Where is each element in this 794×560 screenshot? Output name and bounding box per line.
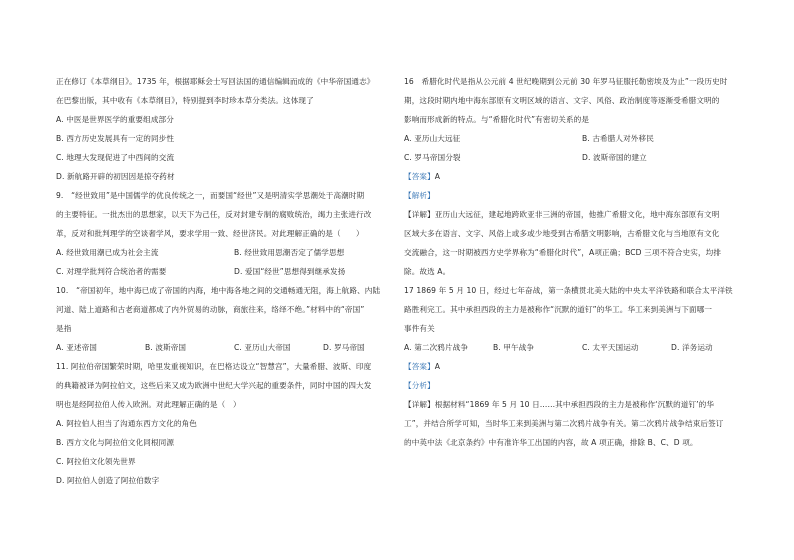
q16-detail-line: 区域大多在语言、文字、风俗上或多或少地受到古希腊文明影响，古希腊文化与当地原有文化 [404, 229, 720, 238]
q17-analysis [404, 376, 760, 395]
q17-stem-line: 17 1869 年 5 月 10 日，经过七年奋战，第一条横贯北美大陆的中央太平洋铁路和联合太平洋铁 [404, 286, 733, 295]
q8-option-d: D. 新航路开辟的初因因是掠夺药材 [56, 172, 175, 181]
q10-option-d: D. 罗马帝国 [323, 343, 365, 352]
q17-detail-line: 的中英中法《北京条约》中有准许华工出国的内容，故 A 项正确，排除 B、C、D 项。 [404, 438, 698, 447]
q17-option-d: D. 洋务运动 [671, 343, 713, 352]
q11-stem-line: 11. 阿拉伯帝国繁荣时期，哈里发重视知识，在巴格达设立“智慧宫”，大量希腊、波斯、印度 [56, 362, 372, 371]
left-column [56, 72, 412, 490]
q17-option-c: C. 太平天国运动 [582, 343, 639, 352]
analysis-tag: 【分析】 [404, 381, 435, 390]
q11-option-a: A. 阿拉伯人担当了沟通东西方文化的角色 [56, 419, 197, 428]
q16-answer [404, 167, 760, 186]
q10-option-a: A. 亚述帝国 [56, 343, 97, 352]
answer-value: A [434, 172, 441, 181]
q16-options-row [404, 148, 760, 167]
q8-stem-line: 正在修订《本草纲目》。1735 年，根据耶稣会士写回法国的通信编辑而成的《中华帝国通志》 [56, 77, 375, 86]
q16-option-a: A. 亚历山大远征 [404, 134, 461, 143]
q17-detail-line: 工”，并结合所学可知，当时华工来到美洲与第二次鸦片战争有关。第二次鸦片战争结束后签订 [404, 419, 724, 428]
q11-option-b: B. 西方文化与阿拉伯文化同根同源 [56, 438, 175, 447]
q17-detail-line [404, 395, 760, 414]
analysis-tag: 【解析】 [404, 191, 435, 200]
q16-option-d: D. 波斯帝国的建立 [582, 153, 647, 162]
q11-option-d: D. 阿拉伯人创造了阿拉伯数字 [56, 476, 160, 485]
answer-value: A [434, 362, 441, 371]
q16-option-b: B. 古希腊人对外移民 [582, 134, 654, 143]
q9-stem-line: 的主要特征。一批杰出的思想家，以天下为己任，反对封建专制的腐败统治，竭力主张进行改 [56, 210, 372, 219]
q16-stem-line: 影响而形成新的特点。与“希腊化时代”有密切关系的是 [404, 115, 590, 124]
q10-options-row [56, 338, 412, 357]
q16-stem-line: 16 希腊化时代是指从公元前 4 世纪晚期到公元前 30 年罗马征服托勒密埃及为止”一段历史时 [404, 77, 728, 86]
q9-option-b: B. 经世致用思潮否定了儒学思想 [234, 248, 345, 257]
answer-tag: 【答案】 [404, 362, 435, 371]
detail-text: 根据材料“1869 年 5 月 10 日……其中承担西段的主力是被称作‘沉默的道钉’的华 [434, 400, 715, 409]
q10-option-b: B. 波斯帝国 [145, 343, 187, 352]
q11-stem-line: 的典籍被译为阿拉伯文，这些后来又成为欧洲中世纪大学兴起的重要条件，同时中国的四大发 [56, 381, 372, 390]
q8-option-a: A. 中医是世界医学的重要组成部分 [56, 115, 174, 124]
q9-option-a: A. 经世致用潮已成为社会主流 [56, 248, 159, 257]
q9-option-d: D. 爱国“经世”思想得到继承发扬 [234, 267, 346, 276]
q16-detail-line [404, 205, 760, 224]
q17-stem-line: 路胜利完工。其中承担西段的主力是被称作“沉默的道钉”的华工。华工来到美洲与下面哪一 [404, 305, 713, 314]
q16-options-row [404, 129, 760, 148]
q17-options-row [404, 338, 760, 357]
q10-stem-line: 10. “帝国初年，地中海已成了帝国的内海，地中海各地之间的交通畅通无阻，海上航路、内陆 [56, 286, 381, 295]
q16-stem-line: 期，这段时期内地中海东部原有文明区域的语言、文字、风俗、政治制度等逐渐受希腊文明的 [404, 96, 720, 105]
q8-option-b: B. 西方历史发展具有一定的同步性 [56, 134, 175, 143]
q9-stem-line: 革，反对和批判理学的空谈奢学风，要求学用一致、经世济民。对此理解正确的是（ ） [56, 229, 364, 238]
q17-option-b: B. 甲午战争 [493, 343, 535, 352]
q8-stem-line: 在巴黎出版，其中收有《本草纲目》，特别提到李时珍本草分类法。这体现了 [56, 96, 314, 105]
q10-option-c: C. 亚历山大帝国 [234, 343, 291, 352]
detail-tag: 【详解】 [404, 400, 435, 409]
q11-stem-line: 明也是经阿拉伯人传入欧洲。对此理解正确的是（ ） [56, 400, 241, 409]
right-column [404, 72, 760, 452]
q16-analysis [404, 186, 760, 205]
q11-option-c: C. 阿拉伯文化领先世界 [56, 457, 136, 466]
q10-stem-line: 是指 [56, 324, 72, 333]
q8-option-c: C. 地理大发现促进了中西间的交流 [56, 153, 175, 162]
detail-tag: 【详解】 [404, 210, 435, 219]
q9-stem-line: 9. “经世致用”是中国儒学的优良传统之一，而要国“经世”又是明清实学思潮处于高潮时期 [56, 191, 365, 200]
q17-stem-line: 事件有关 [404, 324, 435, 333]
q9-options-row [56, 243, 412, 262]
q10-stem-line: 河道、陆上道路和古老商道都成了内外贸易的动脉，商旅往来，络绎不绝。”材料中的“帝国” [56, 305, 365, 314]
q17-option-a: A. 第二次鸦片战争 [404, 343, 469, 352]
q17-answer [404, 357, 760, 376]
answer-tag: 【答案】 [404, 172, 435, 181]
q9-option-c: C. 对理学批判符合统治者的需要 [56, 267, 167, 276]
q9-options-row [56, 262, 412, 281]
q16-option-c: C. 罗马帝国分裂 [404, 153, 461, 162]
detail-text: 亚历山大远征，建起地跨欧亚非三洲的帝国，他推广希腊文化，地中海东部原有文明 [434, 210, 720, 219]
q16-detail-line: 除。故选 A。 [404, 267, 451, 276]
q16-detail-line: 交流融合，这一时期被西方史学界称为“希腊化时代”，A项正确；BCD 三项不符合史实，均排 [404, 248, 722, 257]
